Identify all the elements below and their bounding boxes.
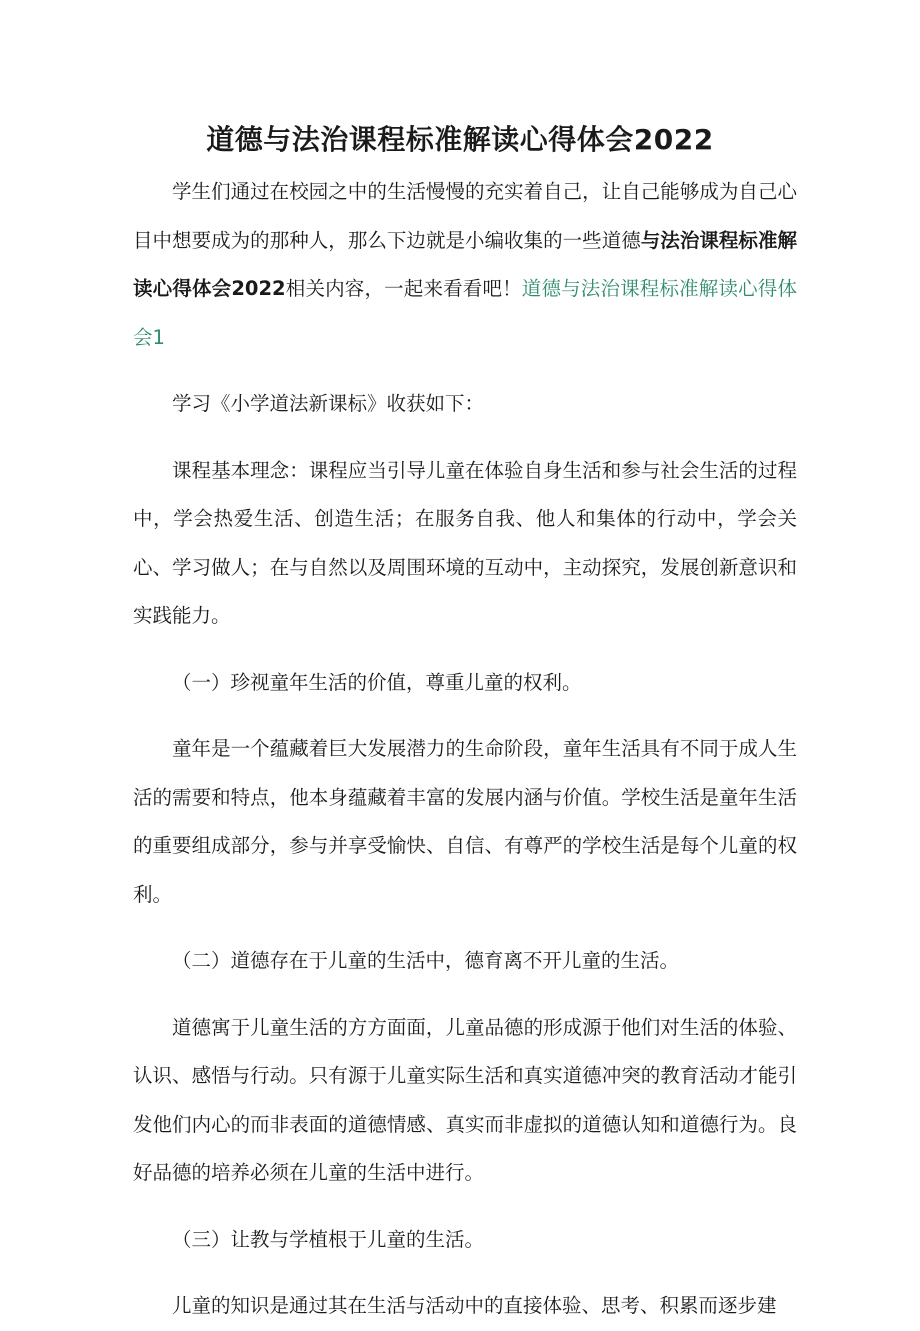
- paragraph-basic-concept: 课程基本理念：课程应当引导儿童在体验自身生活和参与社会生活的过程中，学会热爱生活、创造生活；在服务自我、他人和集体的行动中，学会关心、学习做人；在与自然以及周围环境的互动中，主动探究，发展创新意识和实践能力。: [133, 458, 797, 627]
- intro-text-end: 相关内容，一起来看看吧！: [285, 277, 522, 300]
- heading-section-3: （三）让教与学植根于儿童的生活。: [172, 1227, 485, 1251]
- document-body: [133, 168, 797, 1331]
- paragraph-childhood: 童年是一个蕴藏着巨大发展潜力的生命阶段，童年生活具有不同于成人生活的需要和特点，他本身蕴藏着丰富的发展内涵与价值。学校生活是童年生活的重要组成部分，参与并享受愉快、自信、有尊严的学校生活是每个儿童的权利。: [133, 737, 797, 906]
- intro-bold-title: 与法治课程标准解读心得体会2022: [133, 228, 797, 300]
- section-link[interactable]: 道德与法治课程标准解读心得体会1: [133, 277, 797, 349]
- intro-paragraph: [133, 168, 797, 362]
- paragraph-knowledge: 儿童的知识是通过其在生活与活动中的直接体验、思考、积累而逐步建: [172, 1294, 777, 1317]
- document-title: 道德与法治课程标准解读心得体会2022: [206, 123, 714, 156]
- intro-text: 学生们通过在校园之中的生活慢慢的充实着自己，让自己能够成为自己心目中想要成为的那种人，那么下边就是小编收集的一些道德: [133, 180, 797, 252]
- paragraph-morality: 道德寓于儿童生活的方方面面，儿童品德的形成源于他们对生活的体验、认识、感悟与行动。只有源于儿童实际生活和真实道德冲突的教育活动才能引发他们内心的而非表面的道德情感、真实而非虚拟的道德认知和道德行为。良好品德的培养必须在儿童的生活中进行。: [133, 1015, 797, 1184]
- paragraph-study-gains: 学习《小学道法新课标》收获如下：: [172, 392, 485, 415]
- heading-section-1: （一）珍视童年生活的价值，尊重儿童的权利。: [172, 670, 582, 694]
- heading-section-2: （二）道德存在于儿童的生活中，德育离不开儿童的生活。: [172, 949, 680, 972]
